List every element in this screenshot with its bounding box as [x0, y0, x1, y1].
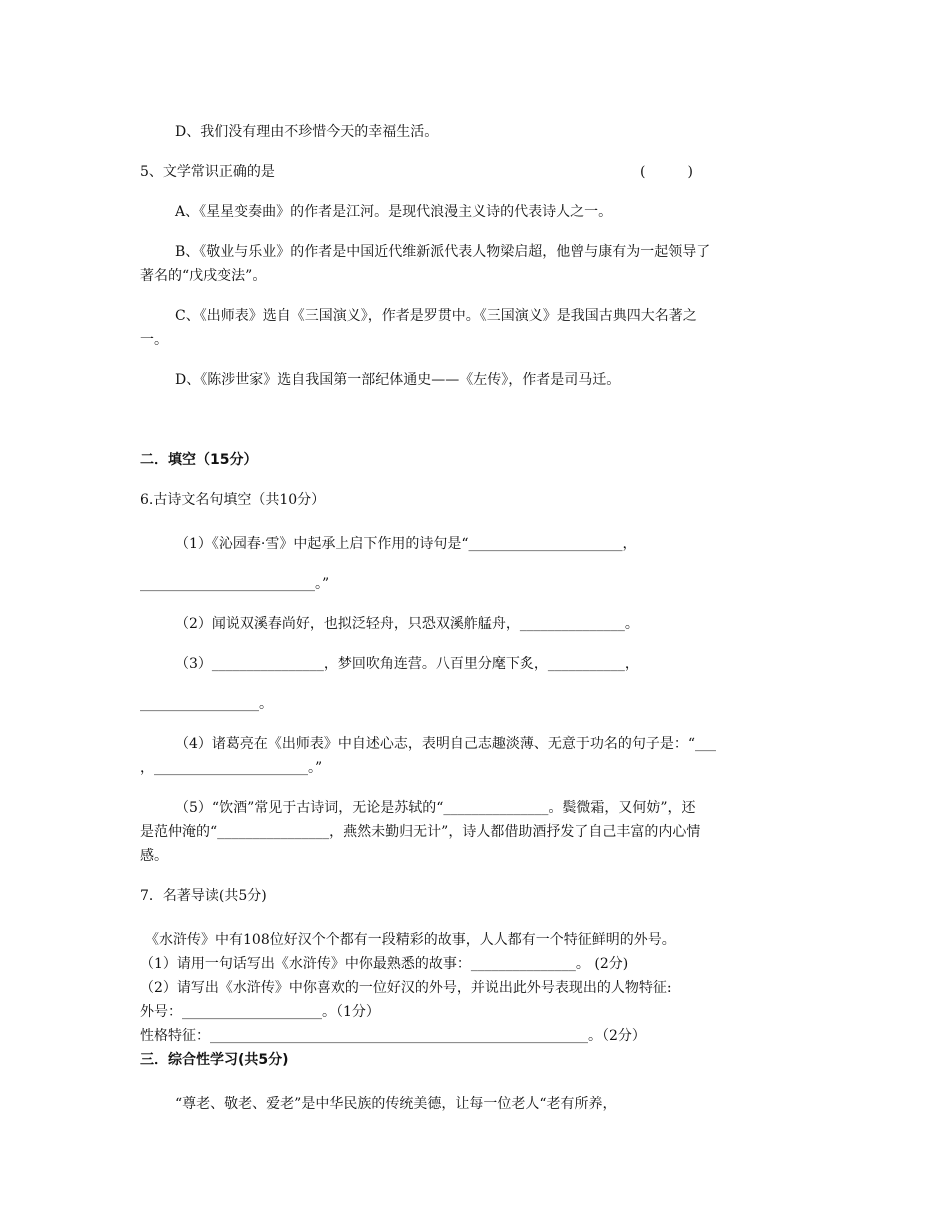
q5-option-c-line1: C、《出师表》选自《三国演义》，作者是罗贯中。《三国演义》是我国古典四大名著之: [175, 308, 697, 324]
q7-2: （2）请写出《水浒传》中你喜欢的一位好汉的外号，并说出此外号表现出的人物特征:: [140, 980, 672, 996]
q6-4-line1: （4）诸葛亮在《出师表》中自述心志，表明自己志趣淡薄、无意于功名的句子是：“___: [175, 736, 717, 752]
q7-nickname: 外号：____________________。（1分）: [140, 1004, 380, 1020]
q5-option-b-line1: B、《敬业与乐业》的作者是中国近代维新派代表人物梁启超，他曾与康有为一起领导了: [175, 244, 711, 260]
q6-5-line2: 是范仲淹的“________________，燕然未勤归无计”，诗人都借助酒抒发了自己丰富的内心情: [140, 824, 701, 840]
section2-heading: 二．填空（15分）: [140, 452, 258, 468]
q6-5-line3: 感。: [140, 848, 168, 864]
q7-title: 7．名著导读(共5分): [140, 888, 267, 904]
q4-option-d: D、我们没有理由不珍惜今天的幸福生活。: [175, 124, 439, 140]
q6-5-line1: （5）“饮酒”常见于古诗词，无论是苏轼的“_______________。鬓微霜，又何妨”，还: [175, 800, 696, 816]
q6-2: （2）闻说双溪春尚好，也拟泛轻舟，只恐双溪舴艋舟，_______________。: [175, 616, 639, 632]
section3-heading: 三．综合性学习(共5分): [140, 1052, 289, 1068]
q6-1-line1: （1）《沁园春·雪》中起承上启下作用的诗句是“______________________，: [175, 536, 637, 552]
q5-stem: 5、文学常识正确的是: [140, 164, 275, 180]
q7-trait: 性格特征：______________________________________________________。（2分）: [140, 1028, 646, 1044]
q6-3-line2: _________________。: [140, 696, 273, 712]
q5-option-c-line2: 一。: [140, 332, 168, 348]
q6-4-line2: ，______________________。”: [140, 760, 323, 776]
section3-intro: “尊老、敬老、爱老”是中华民族的传统美德，让每一位老人“老有所养，: [175, 1096, 617, 1112]
q7-intro: 《水浒传》中有108位好汉个个都有一段精彩的故事，人人都有一个特征鲜明的外号。: [145, 932, 676, 948]
q5-answer-paren: ( ): [640, 164, 693, 180]
q5-option-a: A、《星星变奏曲》的作者是江河。是现代浪漫主义诗的代表诗人之一。: [175, 204, 613, 220]
q7-1: （1）请用一句话写出《水浒传》中你最熟悉的故事：_______________。 (2分): [140, 956, 629, 972]
q5-option-d: D、《陈涉世家》选自我国第一部纪体通史——《左传》，作者是司马迁。: [175, 372, 621, 388]
q6-3-line1: （3）________________，梦回吹角连营。八百里分麾下炙，___________，: [175, 656, 639, 672]
q6-title: 6.古诗文名句填空（共10分）: [140, 492, 326, 508]
q6-1-line2: _________________________。”: [140, 576, 330, 592]
q5-option-b-line2: 著名的“戊戌变法”。: [140, 268, 267, 284]
